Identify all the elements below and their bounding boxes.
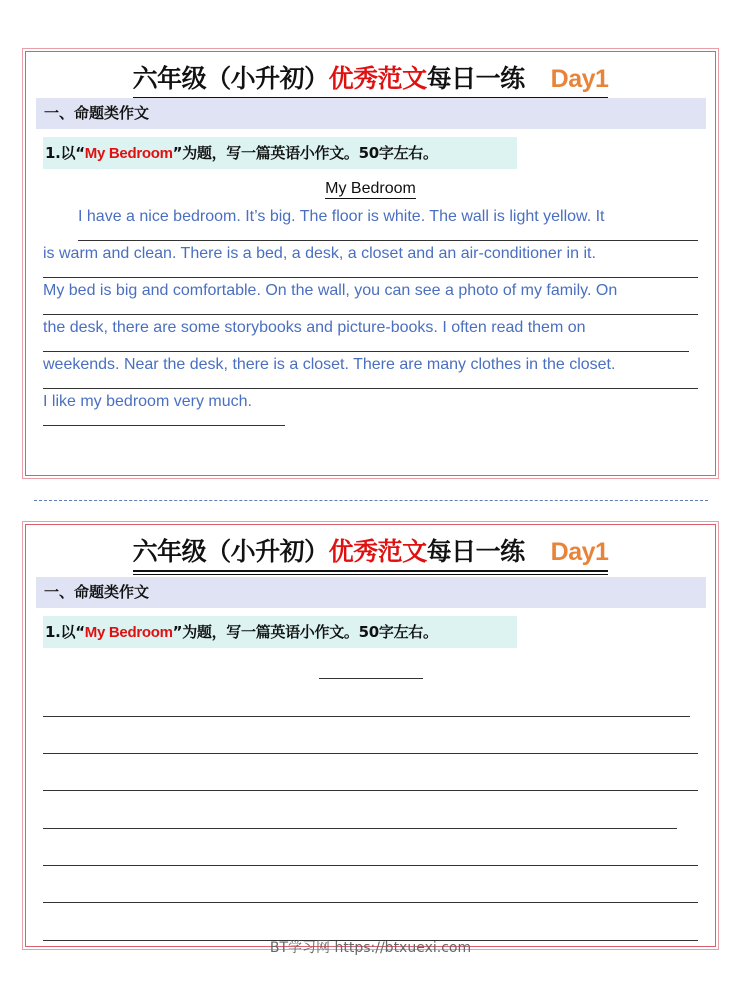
question-prompt	[43, 137, 517, 169]
title-underlined	[133, 59, 609, 97]
question-topic: My Bedroom	[84, 145, 173, 162]
question-suffix: ”为题，写一篇英语小作文。50字左右。	[172, 144, 438, 162]
model-essay-panel	[22, 48, 719, 479]
question-prefix: 1.以“	[45, 623, 85, 641]
title-day-label: Day1	[550, 538, 609, 566]
title-daily: 每日一练	[426, 64, 525, 93]
essay-line: I have a nice bedroom. It’s big. The floor is white. The wall is light yellow. It	[78, 204, 698, 241]
essay-line: the desk, there are some storybooks and picture-books. I often read them on	[43, 315, 689, 352]
essay-line: I like my bedroom very much.	[43, 389, 285, 426]
essay-title-blank[interactable]	[319, 678, 423, 679]
question-suffix: ”为题，写一篇英语小作文。50字左右。	[172, 623, 438, 641]
title-daily: 每日一练	[426, 537, 525, 566]
practice-panel	[22, 521, 719, 950]
writing-line[interactable]	[43, 753, 698, 754]
writing-line[interactable]	[43, 716, 690, 717]
page-title	[23, 59, 718, 97]
essay-line: is warm and clean. There is a bed, a desk, a closet and an air-conditioner in it.	[43, 241, 698, 278]
section-heading: 一、命题类作文	[36, 98, 706, 129]
title-grade: 六年级（小升初）	[132, 537, 329, 566]
page-divider	[34, 500, 708, 501]
title-day-label: Day1	[550, 65, 609, 93]
question-topic: My Bedroom	[84, 624, 173, 641]
essay-title	[23, 180, 718, 198]
essay-line: weekends. Near the desk, there is a closet. There are many clothes in the closet.	[43, 352, 698, 389]
question-prompt	[43, 616, 517, 648]
writing-line[interactable]	[43, 902, 698, 903]
title-highlight: 优秀范文	[328, 537, 427, 566]
page-title	[23, 532, 718, 570]
writing-line[interactable]	[43, 865, 698, 866]
title-grade: 六年级（小升初）	[132, 64, 329, 93]
title-highlight: 优秀范文	[328, 64, 427, 93]
writing-line[interactable]	[43, 790, 698, 791]
title-underlined	[133, 532, 609, 570]
section-heading: 一、命题类作文	[36, 577, 706, 608]
question-prefix: 1.以“	[45, 144, 85, 162]
writing-line[interactable]	[43, 828, 677, 829]
watermark: BT学习网 https://btxuexi.com	[269, 940, 472, 956]
essay-title-text: My Bedroom	[325, 180, 416, 197]
essay-line: My bed is big and comfortable. On the wall, you can see a photo of my family. On	[43, 278, 698, 315]
